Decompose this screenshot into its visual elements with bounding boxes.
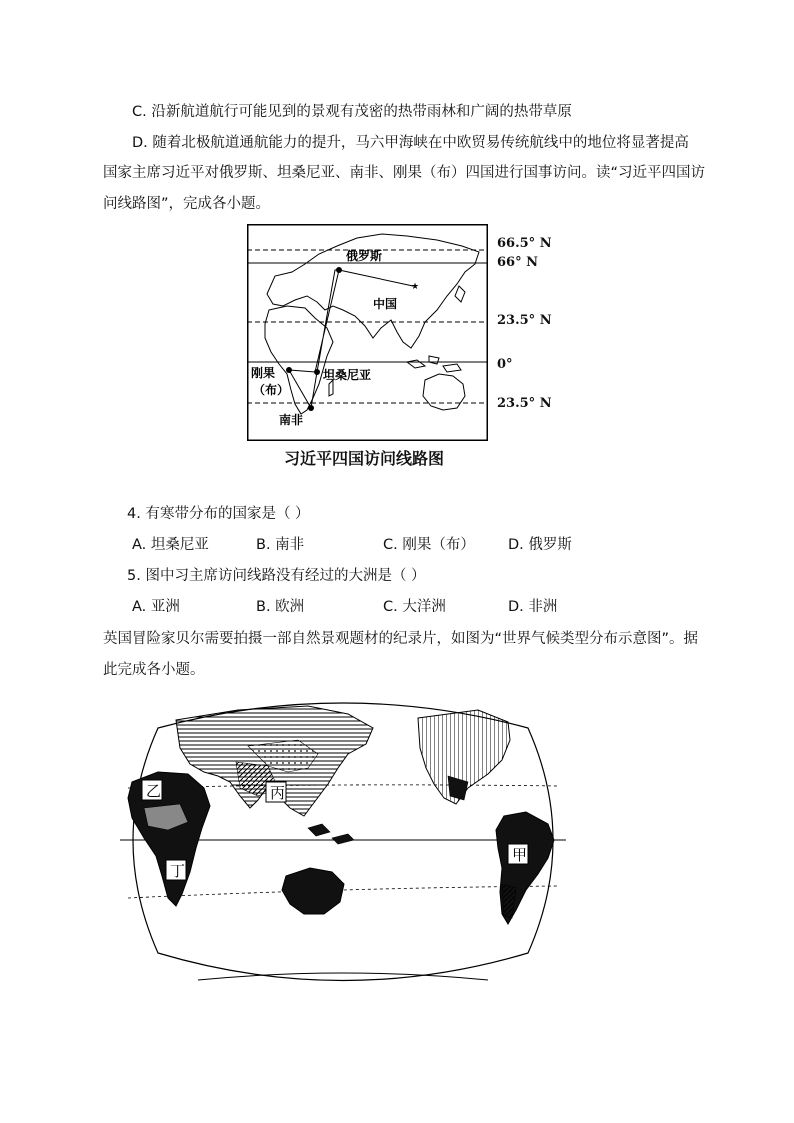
- q5-option-d[interactable]: D. 非洲: [508, 599, 558, 615]
- south-africa-label: 南非: [279, 413, 304, 427]
- lat-label-23-5-n: 23.5° N: [497, 313, 552, 328]
- prev-option-c: C. 沿新航道航行可能见到的景观有茂密的热带雨林和广阔的热带草原: [132, 104, 572, 120]
- congo-bu-label: （布）: [253, 383, 290, 397]
- region-label-bing: 丙: [270, 784, 286, 802]
- russia-point: [336, 267, 342, 273]
- map1-caption: 习近平四国访问线路图: [284, 449, 445, 468]
- south-africa-point: [308, 405, 314, 411]
- intro1-line1: 国家主席习近平对俄罗斯、坦桑尼亚、南非、刚果（布）四国进行国事访问。读“习近平四国访: [103, 165, 706, 181]
- intro2-line1: 英国冒险家贝尔需要拍摄一部自然景观题材的纪录片，如图为“世界气候类型分布示意图”。据: [103, 631, 699, 647]
- prev-option-d: D. 随着北极航道通航能力的提升，马六甲海峡在中欧贸易传统航线中的地位将显著提高: [132, 135, 689, 151]
- q5-option-c[interactable]: C. 大洋洲: [383, 599, 446, 615]
- world-climate-map: [118, 688, 568, 993]
- beijing-star: ★: [411, 282, 420, 292]
- question-4-stem: 4. 有寒带分布的国家是（ ）: [127, 506, 310, 522]
- lat-label-66-5: 66.5° N: [497, 236, 552, 251]
- tanzania-label: 坦桑尼亚: [323, 368, 372, 382]
- intro1-line2: 问线路图”，完成各小题。: [103, 196, 271, 212]
- china-label: 中国: [373, 297, 398, 311]
- region-label-ding: 丁: [170, 862, 186, 880]
- russia-label: 俄罗斯: [346, 249, 383, 263]
- region-label-jia: 甲: [512, 846, 528, 864]
- question-5-stem: 5. 图中习主席访问线路没有经过的大洲是（ ）: [127, 568, 426, 584]
- q4-option-c[interactable]: C. 刚果（布）: [383, 537, 475, 553]
- lat-label-23-5-s: 23.5° N: [497, 396, 552, 411]
- q4-option-b[interactable]: B. 南非: [256, 537, 305, 553]
- congo-point: [286, 367, 292, 373]
- tanzania-point: [314, 369, 320, 375]
- lat-label-equator: 0°: [497, 357, 513, 372]
- lat-label-66: 66° N: [497, 255, 538, 270]
- q4-option-d[interactable]: D. 俄罗斯: [508, 537, 572, 553]
- q4-option-a[interactable]: A. 坦桑尼亚: [132, 537, 209, 553]
- intro2-line2: 此完成各小题。: [103, 662, 205, 678]
- q5-option-a[interactable]: A. 亚洲: [132, 599, 180, 615]
- q5-option-b[interactable]: B. 欧洲: [256, 599, 305, 615]
- visit-route-map: [247, 224, 488, 441]
- region-label-yi: 乙: [146, 782, 162, 800]
- congo-label: 刚果: [251, 366, 276, 380]
